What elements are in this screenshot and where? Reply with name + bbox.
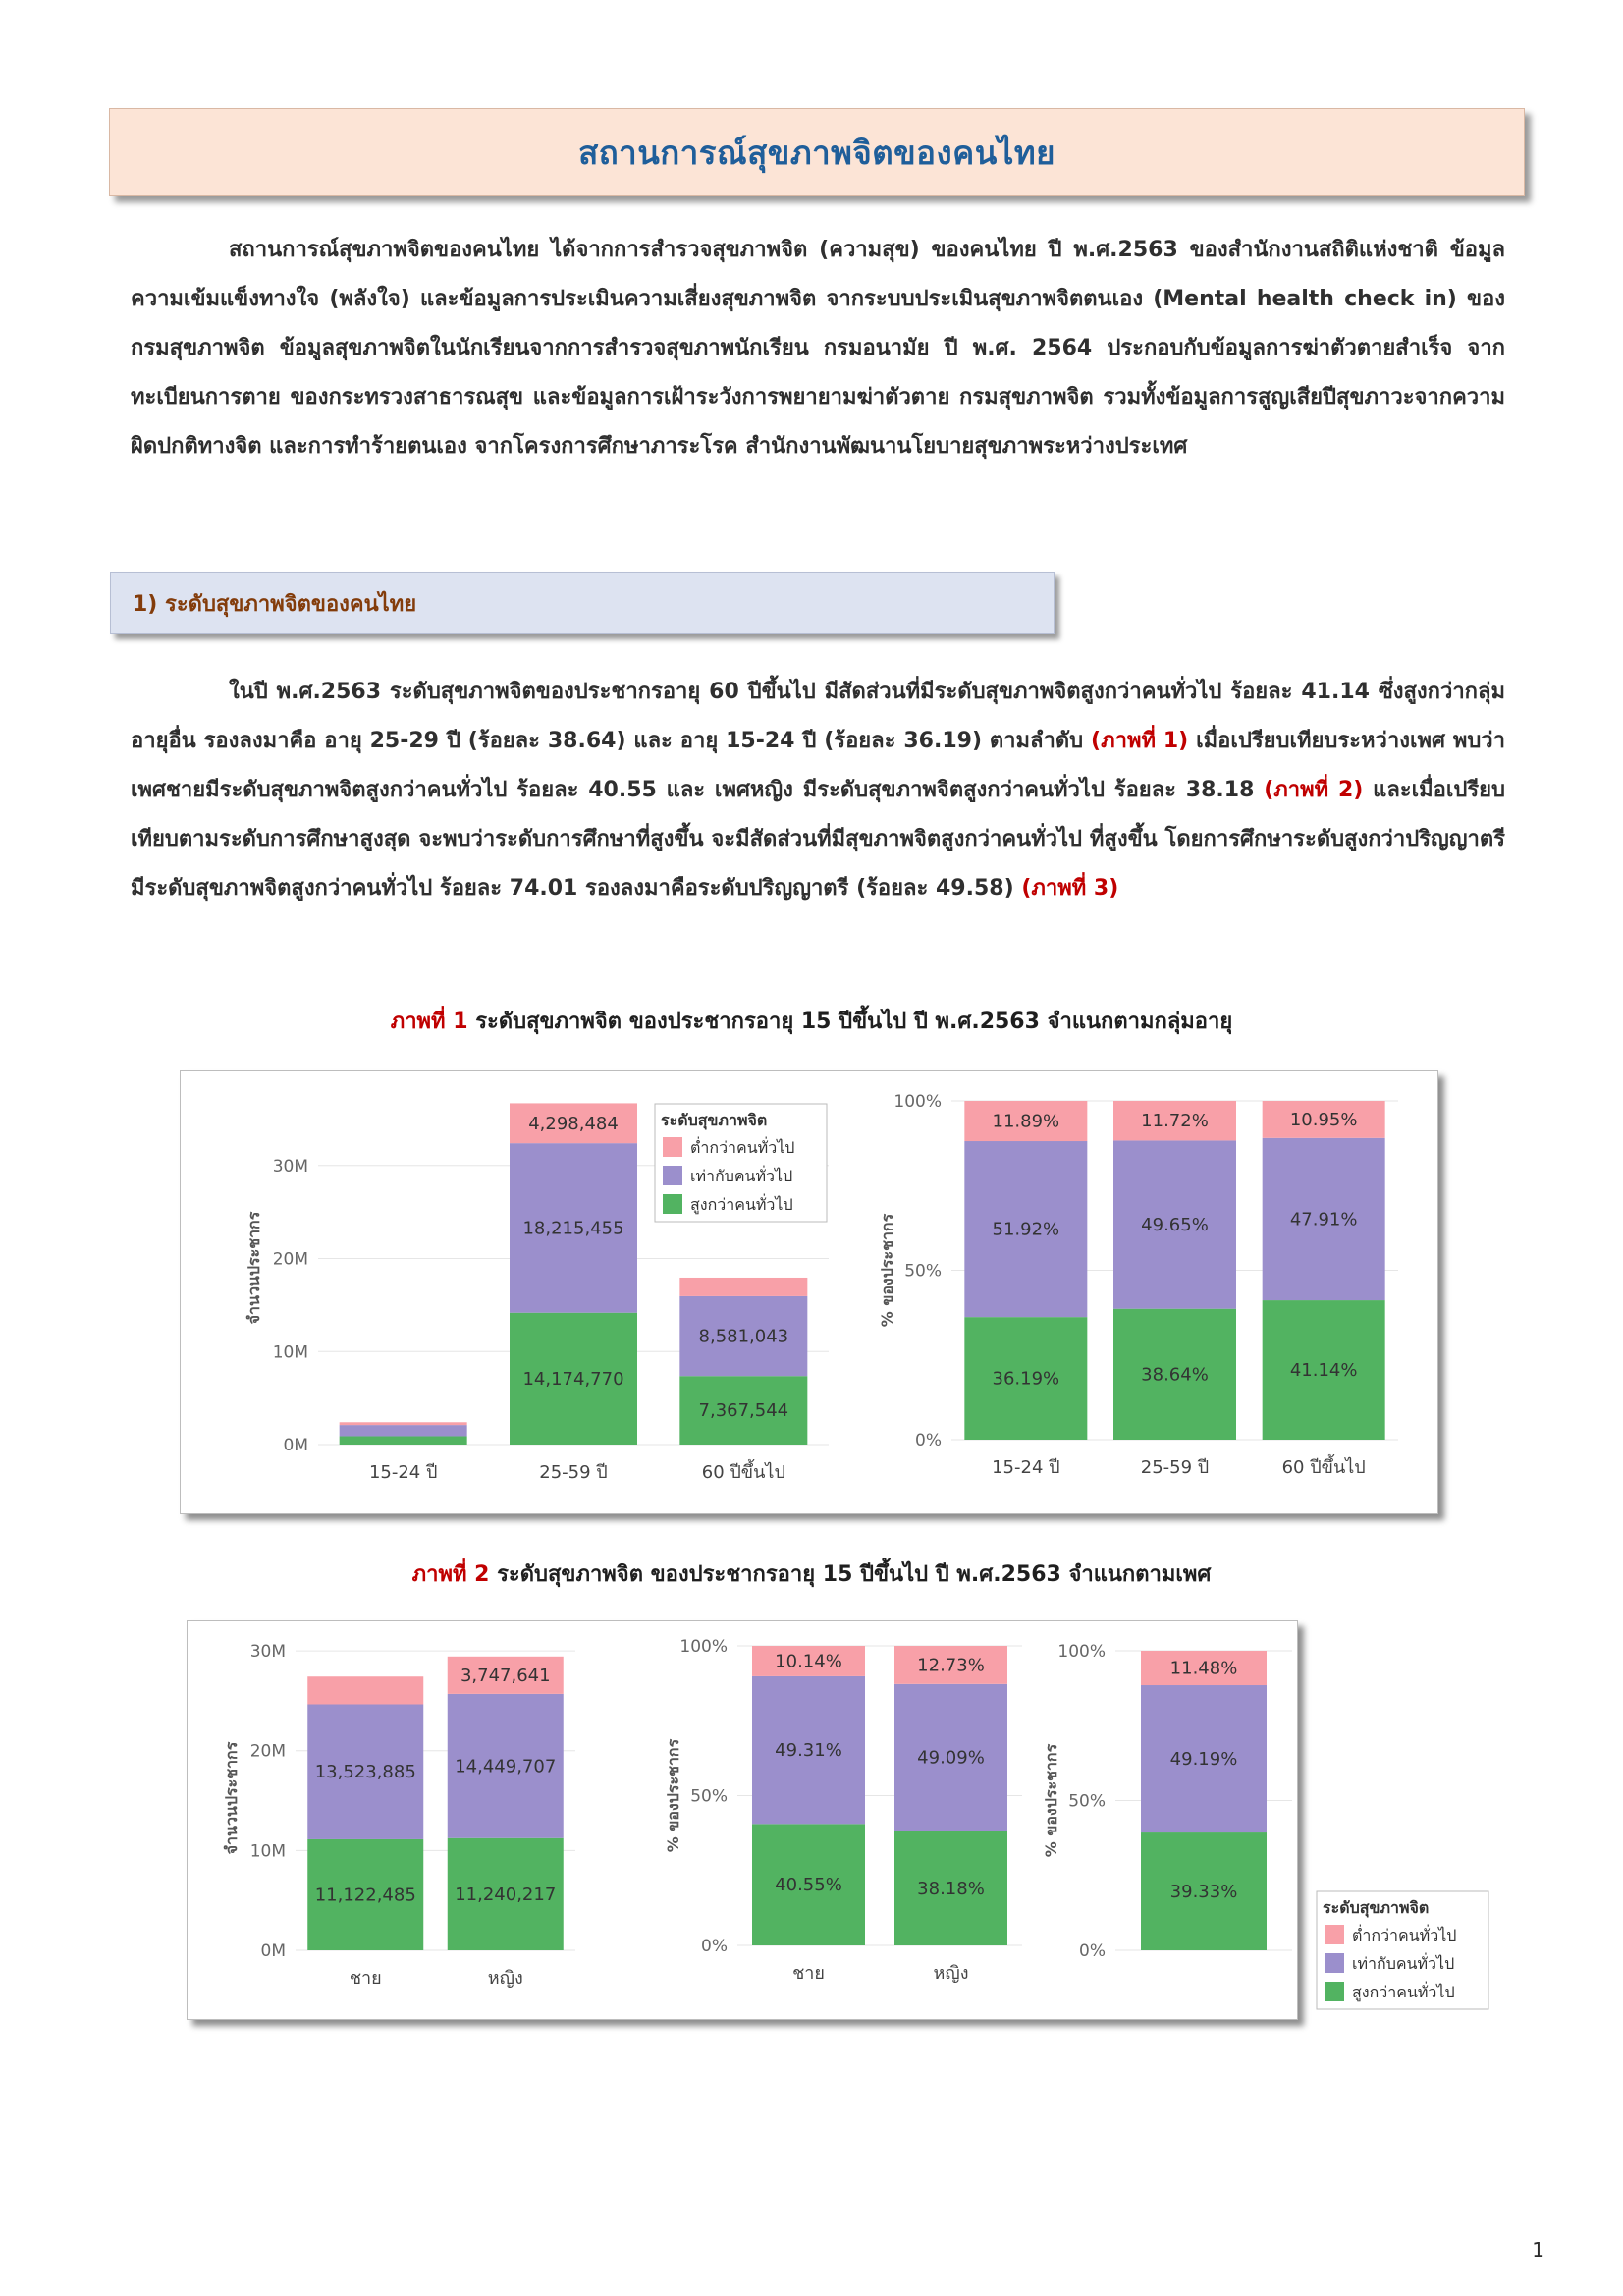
figure1-chart-frame [180, 1070, 1438, 1514]
bar-equal [340, 1425, 467, 1436]
data-label: 38.18% [917, 1878, 985, 1899]
y-tick-label: 50% [1068, 1791, 1106, 1812]
legend-swatch-low [1325, 1925, 1344, 1944]
x-tick-label: 60 ปีขึ้นไป [1281, 1457, 1366, 1478]
data-label: 36.19% [992, 1368, 1060, 1390]
data-label: 12.73% [917, 1655, 985, 1676]
x-tick-label: 15-24 ปี [368, 1462, 438, 1483]
data-label: 49.65% [1141, 1215, 1209, 1236]
legend [1317, 1891, 1488, 2009]
y-tick-label: 20M [272, 1249, 308, 1270]
data-label: 18,215,455 [522, 1218, 624, 1239]
section1-text-2: เมื่อเปรียบเทียบระหว่างเพศ พบว่า เพศชายมีระดับสุขภาพจิตสูงกว่าคนทั่วไป ร้อยละ 40.55 และ เพศหญิง มีระดับสุขภาพจิตสูงกว่าคนทั่วไป ร้อยละ 38.18 [131, 729, 1505, 802]
y-tick-label: 10M [272, 1342, 308, 1363]
y-tick-label: 20M [249, 1741, 286, 1762]
data-label: 11.72% [1141, 1111, 1209, 1132]
intro-text: สถานการณ์สุขภาพจิตของคนไทย ได้จากการสำรวจสุขภาพจิต (ความสุข) ของคนไทย ปี พ.ศ.2563 ของสำนักงานสถิติแห่งชาติ ข้อมูลความเข้มแข็งทางใจ (พลังใจ) และข้อมูลการประเมินความเสี่ยงสุขภาพจิต จากระบบประเมินสุขภาพจิตตนเอง (Mental health check in) ของกรมสุขภาพจิต ข้อมูลสุขภาพจิตในนักเรียนจากการสำรวจสุขภาพนักเรียน กรมอนามัย ปี พ.ศ. 2564 ประกอบกับข้อมูลการฆ่าตัวตายสำเร็จ จากทะเบียนการตาย ของกระทรวงสาธารณสุข และข้อมูลการเฝ้าระวังการพยายามฆ่าตัวตาย กรมสุขภาพจิต รวมทั้งข้อมูลการสูญเสียปีสุขภาวะจากความผิดปกติทางจิต และการทำร้ายตนเอง จากโครงการศึกษาภาระโรค สำนักงานพัฒนานโยบายสุขภาพระหว่างประเทศ [131, 238, 1505, 459]
title-banner [109, 108, 1525, 196]
bar-low [679, 1278, 807, 1296]
x-tick-label: หญิง [487, 1968, 523, 1989]
y-tick-label: 100% [1057, 1642, 1106, 1662]
y-tick-label: 100% [893, 1092, 942, 1112]
figure2-chart-frame [187, 1620, 1457, 2020]
x-tick-label: หญิง [933, 1963, 969, 1984]
data-label: 39.33% [1169, 1882, 1238, 1903]
legend-title: ระดับสุขภาพจิต [1323, 1898, 1430, 1917]
y-tick-label: 0M [260, 1941, 286, 1961]
data-label: 38.64% [1141, 1364, 1209, 1386]
data-label: 11.48% [1169, 1658, 1238, 1679]
figure2-svg [188, 1621, 1457, 2019]
data-label: 40.55% [775, 1875, 842, 1896]
chart-3 [664, 1637, 1022, 1984]
data-label: 8,581,043 [698, 1326, 789, 1347]
x-tick-label: ชาย [349, 1968, 382, 1989]
x-tick-label: 60 ปีขึ้นไป [701, 1462, 785, 1483]
chart-1 [878, 1092, 1398, 1478]
y-axis-label: จำนวนประชากร [222, 1741, 241, 1855]
data-label: 7,367,544 [698, 1400, 789, 1422]
y-tick-label: 0% [701, 1937, 728, 1956]
y-axis-label: % ของประชากร [1042, 1743, 1060, 1858]
legend-label-high: สูงกว่าคนทั่วไป [690, 1195, 793, 1214]
figure3-ref: (ภาพที่ 3) [1021, 876, 1119, 901]
bar-low [340, 1422, 467, 1425]
x-tick-label: ชาย [792, 1963, 825, 1984]
section1-text-1: ในปี พ.ศ.2563 ระดับสุขภาพจิตของประชากรอายุ 60 ปีขึ้นไป มีสัดส่วนที่มีระดับสุขภาพจิตสูงกว่าคนทั่วไป ร้อยละ 41.14 ซึ่งสูงกว่ากลุ่มอายุอื่น รองลงมาคือ อายุ 25-29 ปี (ร้อยละ 38.64) และ อายุ 15-24 ปี (ร้อยละ 36.19) ตามลำดับ [131, 680, 1505, 753]
data-label: 3,747,641 [460, 1665, 551, 1686]
data-label: 13,523,885 [314, 1762, 416, 1783]
figure2-ref: (ภาพที่ 2) [1264, 778, 1364, 802]
data-label: 49.19% [1169, 1749, 1238, 1771]
bar-high [340, 1436, 467, 1445]
figure2-caption-text: ระดับสุขภาพจิต ของประชากรอายุ 15 ปีขึ้นไป ปี พ.ศ.2563 จำแนกตามเพศ [497, 1562, 1212, 1587]
legend-swatch-equal [1325, 1953, 1344, 1973]
legend [655, 1104, 827, 1222]
y-tick-label: 0% [1079, 1941, 1106, 1961]
data-label: 14,174,770 [522, 1368, 624, 1390]
y-tick-label: 10M [249, 1841, 286, 1862]
intro-paragraph [131, 226, 1505, 471]
y-tick-label: 30M [249, 1642, 286, 1663]
data-label: 10.95% [1289, 1109, 1358, 1130]
legend-label-low: ต่ำกว่าคนทั่วไป [1352, 1926, 1457, 1944]
page-number: 1 [1532, 2238, 1544, 2262]
legend-label-low: ต่ำกว่าคนทั่วไป [690, 1138, 795, 1157]
data-label: 41.14% [1289, 1360, 1358, 1382]
y-tick-label: 50% [690, 1786, 728, 1807]
data-label: 49.09% [917, 1747, 985, 1769]
chart-2 [222, 1642, 575, 1989]
legend-label-equal: เท่ากับคนทั่วไป [1352, 1954, 1455, 1973]
section-heading-box [110, 572, 1055, 634]
x-tick-label: 25-59 ปี [539, 1462, 608, 1483]
bar-low [307, 1676, 423, 1704]
data-label: 4,298,484 [528, 1113, 619, 1134]
data-label: 11,240,217 [455, 1884, 557, 1905]
x-tick-label: 25-59 ปี [1140, 1457, 1210, 1478]
chart-4 [1042, 1642, 1292, 1961]
x-tick-label: 15-24 ปี [992, 1457, 1060, 1478]
y-tick-label: 30M [272, 1156, 308, 1176]
figure1-caption-text: ระดับสุขภาพจิต ของประชากรอายุ 15 ปีขึ้นไป ปี พ.ศ.2563 จำแนกตามกลุ่มอายุ [475, 1010, 1233, 1034]
y-axis-label: % ของประชากร [664, 1738, 682, 1853]
figure1-ref: (ภาพที่ 1) [1091, 729, 1189, 753]
legend-swatch-high [663, 1194, 682, 1214]
page-title: สถานการณ์สุขภาพจิตของคนไทย [578, 133, 1055, 172]
y-tick-label: 50% [904, 1261, 942, 1282]
data-label: 11,122,485 [314, 1885, 416, 1906]
legend-swatch-high [1325, 1982, 1344, 2001]
y-tick-label: 0% [915, 1431, 942, 1450]
section-heading: 1) ระดับสุขภาพจิตของคนไทย [133, 591, 417, 617]
figure2-caption [0, 1557, 1623, 1591]
figure2-label: ภาพที่ 2 [411, 1562, 490, 1587]
data-label: 10.14% [775, 1651, 842, 1672]
legend-swatch-low [663, 1137, 682, 1157]
legend-label-high: สูงกว่าคนทั่วไป [1352, 1983, 1455, 2001]
data-label: 49.31% [775, 1740, 842, 1762]
section1-text-3: และเมื่อเปรียบเทียบตามระดับการศึกษาสูงสุด จะพบว่าระดับการศึกษาที่สูงขึ้น จะมีสัดส่วนที่มีสุขภาพจิตสูงกว่าคนทั่วไป ที่สูงขึ้น โดยการศึกษาระดับสูงกว่าปริญญาตรีมีระดับสุขภาพจิตสูงกว่าคนทั่วไป ร้อยละ 74.01 รองลงมาคือระดับปริญญาตรี (ร้อยละ 49.58) [131, 778, 1506, 901]
data-label: 51.92% [992, 1219, 1060, 1240]
legend-swatch-equal [663, 1166, 682, 1185]
legend-title: ระดับสุขภาพจิต [661, 1111, 768, 1129]
figure1-svg [181, 1071, 1437, 1513]
y-axis-label: % ของประชากร [878, 1213, 896, 1328]
data-label: 47.91% [1289, 1209, 1358, 1230]
figure1-caption [0, 1004, 1623, 1038]
y-tick-label: 0M [283, 1436, 308, 1455]
data-label: 11.89% [992, 1111, 1060, 1132]
legend-label-equal: เท่ากับคนทั่วไป [690, 1167, 793, 1185]
y-axis-label: จำนวนประชากร [244, 1211, 263, 1325]
data-label: 14,449,707 [455, 1756, 557, 1777]
section1-paragraph [131, 668, 1505, 913]
figure1-label: ภาพที่ 1 [390, 1010, 468, 1034]
y-tick-label: 100% [679, 1637, 728, 1657]
